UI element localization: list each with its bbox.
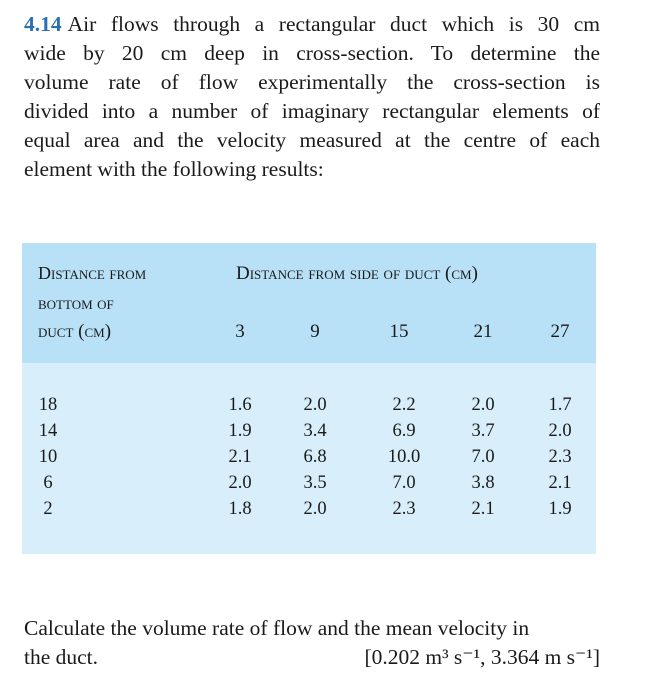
problem-line-6: element with the following results:	[24, 157, 324, 181]
problem-number: 4.14	[24, 12, 62, 36]
table-cell: 1.8	[228, 499, 252, 519]
table-cell: 3.5	[303, 473, 327, 493]
question-line-2	[24, 643, 600, 672]
table-cell: 2.1	[548, 473, 572, 493]
right-header: Distance from side of duct (cm)	[236, 263, 478, 284]
question-line-2-text: the duct.	[24, 645, 99, 669]
table-cell: 2.3	[392, 499, 416, 519]
row-label: 6	[43, 473, 53, 493]
table-cell: 2.2	[392, 395, 416, 415]
table-cell: 2.1	[228, 447, 252, 467]
table-cell: 3.4	[303, 421, 327, 441]
table-header	[22, 243, 596, 363]
table-cell: 7.0	[392, 473, 416, 493]
table-cell: 2.0	[303, 395, 327, 415]
table-cell: 1.9	[548, 499, 572, 519]
table-cell: 3.7	[471, 421, 495, 441]
problem-line-5: equal area and the velocity measured at the centre of each	[24, 128, 600, 152]
problem-line-4: divided into a number of imaginary rectangular elements of	[24, 99, 600, 123]
column-header: 15	[389, 321, 409, 342]
table-cell: 6.8	[303, 447, 327, 467]
row-label: 2	[43, 499, 53, 519]
problem-line-1: 4.14 Air flows through a rectangular duct which is 30 cm	[24, 12, 600, 36]
left-header-line-3: duct (cm)	[38, 321, 112, 342]
column-header: 9	[310, 321, 320, 342]
table-cell: 2.0	[471, 395, 495, 415]
table-cell: 2.3	[548, 447, 572, 467]
left-header-line-2: bottom of	[38, 293, 114, 313]
table-cell: 2.1	[471, 499, 495, 519]
table-cell: 1.6	[228, 395, 252, 415]
problem-line-3: volume rate of flow experimentally the cross-section is	[24, 70, 600, 94]
table-cell: 7.0	[471, 447, 495, 467]
table-cell: 1.9	[228, 421, 252, 441]
table-cell: 6.9	[392, 421, 416, 441]
column-header: 21	[473, 321, 493, 342]
table-cell: 10.0	[387, 447, 421, 467]
table-cell: 2.0	[548, 421, 572, 441]
table-cell: 3.8	[471, 473, 495, 493]
answer-key: [0.202 m³ s⁻¹, 3.364 m s⁻¹]	[364, 645, 600, 669]
row-label: 18	[38, 395, 58, 415]
problem-statement	[24, 10, 600, 184]
problem-line-2: wide by 20 cm deep in cross-section. To determine the	[24, 41, 600, 65]
column-header: 3	[235, 321, 245, 342]
velocity-table	[22, 243, 596, 554]
row-label: 10	[38, 447, 58, 467]
table-cell: 2.0	[303, 499, 327, 519]
table-cell: 1.7	[548, 395, 572, 415]
table-cell: 2.0	[228, 473, 252, 493]
question-and-answer	[24, 614, 600, 672]
question-line-1: Calculate the volume rate of flow and the mean velocity in	[24, 616, 530, 640]
left-header-line-1: Distance from	[38, 263, 147, 283]
column-header: 27	[550, 321, 570, 342]
row-label: 14	[38, 421, 58, 441]
